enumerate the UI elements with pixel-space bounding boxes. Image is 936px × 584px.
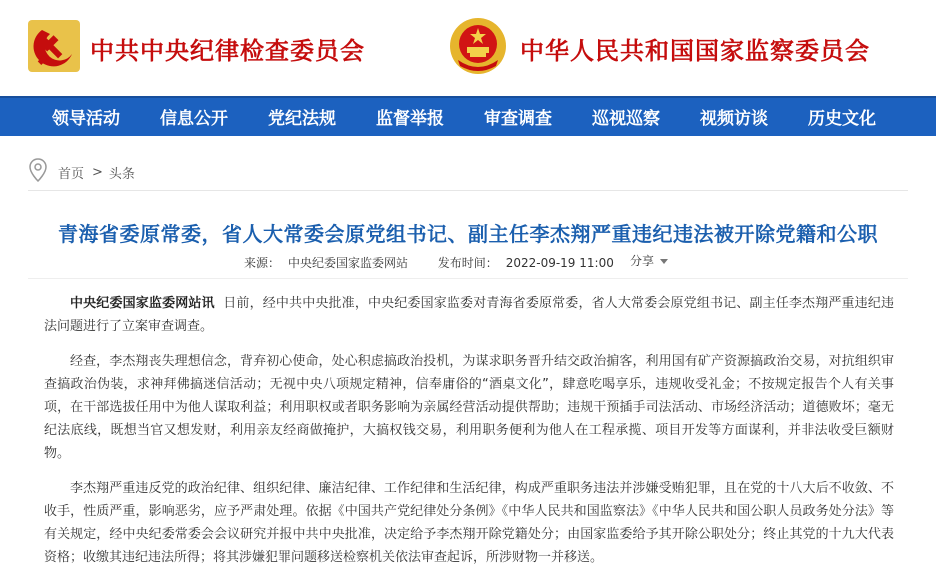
chevron-down-icon [660, 259, 668, 264]
source-value: 中央纪委国家监委网站 [288, 256, 409, 270]
lead-source: 中央纪委国家监委网站讯 [70, 296, 215, 311]
paragraph-3: 李杰翔严重违反党的政治纪律、组织纪律、廉洁纪律、工作纪律和生活纪律，构成严重职务违法并涉嫌受贿犯罪，且在党的十八大后不收敛、不收手，性质严重，影响恶劣，应予严肃处理。依据《中国共产党纪律处分条例》《中华人民共和国监察法》《中华人民共和国公职人员政务处分法》等有关规定，经中央纪委常委会会议研究并报中共中央批准，决定给予李杰翔开除党籍处分；由国家监委给予其开除公职处分；终止其党的十九大代表资格；收缴其违纪违法所得；将其涉嫌犯罪问题移送检察机关依法审查起诉，所涉财物一并移送。 [44, 481, 894, 565]
nav-item-leadership[interactable]: 领导活动 [52, 109, 120, 129]
breadcrumb [28, 158, 135, 186]
paragraph-1-text: 日前，经中共中央批准，中央纪委国家监委对青海省委原常委，省人大常委会原党组书记、副主任李杰翔严重违纪违法问题进行了立案审查调查。 [44, 296, 894, 334]
share-button[interactable] [630, 252, 668, 269]
article-body [44, 292, 894, 581]
site-header [0, 0, 936, 96]
breadcrumb-current[interactable]: 头条 [108, 166, 135, 182]
nav-item-investigation[interactable]: 审查调查 [484, 109, 552, 129]
breadcrumb-separator: > [92, 164, 103, 180]
article-meta [244, 254, 614, 271]
date-label: 发布时间： [437, 256, 498, 270]
share-label: 分享 [630, 254, 655, 268]
nav-item-report[interactable]: 监督举报 [376, 109, 444, 129]
main-nav [0, 96, 936, 136]
publish-date: 2022-09-19 11:00 [505, 256, 614, 270]
national-emblem-icon [448, 16, 508, 80]
ccdi-title: 中共中央纪律检查委员会 [90, 35, 365, 65]
nav-item-inspection[interactable]: 巡视巡察 [592, 109, 660, 129]
article-title: 青海省委原常委，省人大常委会原党组书记、副主任李杰翔严重违纪违法被开除党籍和公职 [58, 222, 878, 247]
nsc-title: 中华人民共和国国家监察委员会 [520, 35, 870, 65]
paragraph-2: 经查，李杰翔丧失理想信念，背弃初心使命，处心积虑搞政治投机，为谋求职务晋升结交政治掮客，利用国有矿产资源搞政治交易，对抗组织审查搞政治伪装，求神拜佛搞迷信活动；无视中央八项规定精神，信奉庸俗的“酒桌文化”，肆意吃喝享乐，违规收受礼金；不按规定报告个人有关事项，在干部选拔任用中为他人谋取利益；利用职权或者职务影响为亲属经营活动提供帮助；违规干预插手司法活动、市场经济活动；道德败坏；毫无纪法底线，既想当官又想发财，利用亲友经商做掩护，大搞权钱交易，利用职务便利为他人在工程承揽、项目开发等方面谋利，并非法收受巨额财物。 [44, 354, 894, 461]
nav-item-video[interactable]: 视频访谈 [700, 109, 768, 129]
divider [28, 190, 908, 191]
meta-divider [28, 278, 908, 279]
nsc-brand[interactable] [448, 16, 870, 80]
nav-item-history[interactable]: 历史文化 [808, 109, 876, 129]
party-emblem-icon [28, 20, 80, 76]
paragraph-1 [44, 292, 894, 338]
breadcrumb-home[interactable]: 首页 [58, 166, 85, 182]
source-label: 来源： [244, 256, 281, 270]
location-pin-icon [28, 158, 48, 186]
nav-item-info-public[interactable]: 信息公开 [160, 109, 228, 129]
nav-item-regulations[interactable]: 党纪法规 [268, 109, 336, 129]
ccdi-brand[interactable] [28, 20, 365, 76]
